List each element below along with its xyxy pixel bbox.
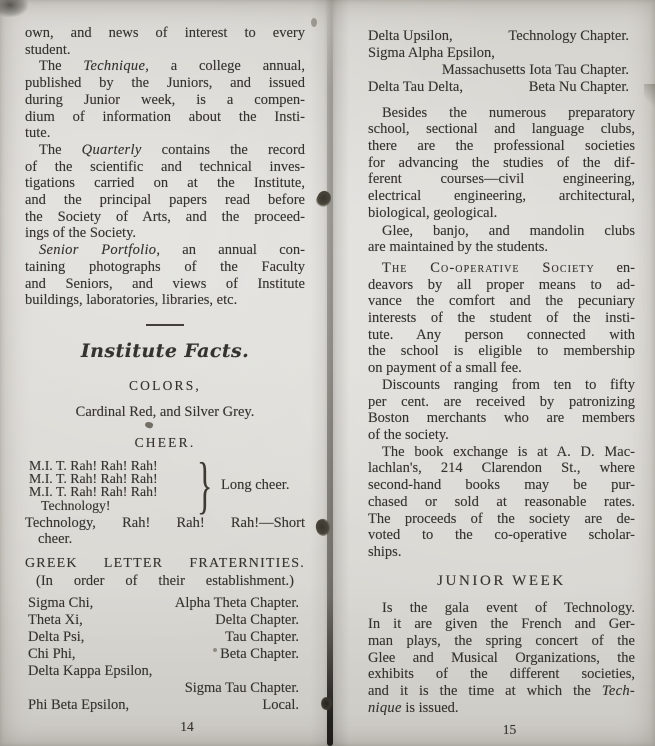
- text-line: own, and news of interest to every: [25, 25, 305, 41]
- cheer-line: M.I. T. Rah! Rah! Rah!: [29, 457, 158, 473]
- para: [25, 58, 305, 142]
- text-line: tigations carried on at the Institute,: [25, 175, 305, 192]
- list-row: [28, 680, 305, 697]
- caps-heading: CHEER.: [134, 434, 196, 450]
- list-row: [28, 595, 305, 612]
- text-line: and it is the time at which the Tech-: [368, 683, 635, 700]
- text-line: are maintained by the students.: [368, 239, 548, 256]
- text-line: of the society.: [368, 426, 449, 443]
- fraternity-name: Sigma Alpha Epsilon,: [368, 44, 495, 61]
- text-line: Technology, Rah! Rah! Rah!—Short: [25, 514, 305, 531]
- right-page-content: [368, 28, 635, 717]
- text-line: on payment of a small fee.: [368, 360, 522, 377]
- chapter-name: Alpha Theta Chapter.: [174, 595, 299, 612]
- binding-mark: [321, 697, 332, 710]
- cheer-line: Technology!: [41, 497, 111, 513]
- chapter-name: Beta Chapter.: [220, 645, 299, 662]
- para: [368, 377, 635, 444]
- text-line: ships.: [368, 543, 402, 560]
- page-number-left: 14: [180, 718, 194, 734]
- text-line: during Junior week, is a compen-: [25, 91, 305, 108]
- fraternity-name: Delta Upsilon,: [368, 28, 453, 44]
- chapter-name: Tau Chapter.: [225, 628, 299, 645]
- text-line: man plays, the spring concert of the: [368, 633, 635, 650]
- text-line: second-hand books may be pur-: [368, 477, 635, 494]
- text-line: Besides the numerous preparatory: [382, 104, 635, 121]
- fraternity-name: Phi Beta Epsilon,: [28, 696, 130, 713]
- section-divider: [146, 324, 184, 326]
- text-line: buildings, laboratories, libraries, etc.: [25, 292, 238, 309]
- para: [25, 25, 305, 58]
- text-line: chased or sold at reasonable rates.: [368, 493, 635, 510]
- text-line: biological, geological.: [368, 204, 498, 221]
- para: [368, 444, 635, 561]
- text-line: for advancing the studies of the dif-: [368, 154, 635, 171]
- text-line: ings of the Society.: [25, 225, 137, 242]
- text-line: of the scientific and technical inves-: [25, 158, 305, 175]
- text-line: The Quarterly contains the record: [39, 141, 305, 158]
- text-line: and Seniors, and views of Institute: [25, 275, 305, 292]
- script-heading: Institute Facts.: [80, 339, 250, 362]
- text-line: cheer.: [38, 531, 73, 548]
- text-line: tute.: [25, 125, 51, 142]
- text-line: exhibits of the different societies,: [368, 666, 635, 683]
- spread-line: (In order of their establishment.): [36, 573, 294, 590]
- cheer-label: Long cheer.: [221, 477, 290, 493]
- para: [368, 260, 635, 377]
- chapter-name: Sigma Tau Chapter.: [184, 679, 299, 696]
- text-line: Glee and Musical Organizations, the: [368, 649, 635, 666]
- caps-heading: JUNIOR WEEK: [437, 572, 566, 589]
- fraternity-name: Delta Tau Delta,: [368, 78, 463, 95]
- para: [368, 223, 635, 256]
- text-line: The Co-operative Society en-: [382, 259, 635, 276]
- fraternity-name: Delta Kappa Epsilon,: [28, 662, 153, 679]
- text-line: Glee, banjo, and mandolin clubs: [382, 222, 635, 239]
- text-line: Senior Portfolio, an annual con-: [39, 242, 305, 259]
- text-line: The book exchange is at A. D. Mac-: [382, 443, 635, 460]
- text-line: lachlan's, 214 Clarendon St., where: [368, 460, 635, 477]
- chapter-name: Local.: [262, 696, 299, 713]
- para: [25, 142, 305, 242]
- fraternity-name: Chi Phi,: [28, 645, 76, 662]
- list-row: [368, 28, 635, 45]
- text-line: interests of the student of the insti-: [368, 310, 635, 327]
- fraternity-name: Sigma Chi,: [28, 595, 94, 612]
- cheer-line: M.I. T. Rah! Rah! Rah!: [29, 471, 158, 487]
- text-line: Boston merchants who are members: [368, 410, 635, 427]
- left-page-content: [25, 25, 305, 714]
- caps-left: GREEK LETTER FRATERNITIES.: [25, 556, 305, 572]
- text-line: the school is eligible to membership: [368, 343, 635, 360]
- center-line: Cardinal Red, and Silver Grey.: [75, 403, 255, 420]
- text-line: published by the Juniors, and issued: [25, 75, 305, 92]
- text-line: taining photographs of the Faculty: [25, 258, 305, 275]
- chapter-name: Delta Chapter.: [215, 612, 299, 629]
- chapter-name: Technology Chapter.: [508, 28, 629, 44]
- hang-para: [25, 515, 305, 548]
- text-line: ferent courses—civil engineering,: [368, 171, 635, 188]
- pairs: [368, 28, 635, 96]
- text-line: per cent. are received by patronizing: [368, 393, 635, 410]
- para: [25, 242, 305, 309]
- list-row: [28, 629, 305, 646]
- text-line: The Technique, a college annual,: [39, 58, 306, 75]
- left-page: [0, 0, 322, 746]
- list-row: [368, 79, 635, 96]
- text-line: nique is issued.: [368, 699, 459, 716]
- pairs: [25, 595, 305, 713]
- fraternity-name: Delta Psi,: [28, 628, 85, 645]
- list-row: [28, 646, 305, 663]
- list-row: [28, 612, 305, 629]
- para: [368, 105, 635, 222]
- text-line: dium of information about the Insti-: [25, 108, 305, 125]
- list-row: [28, 663, 305, 680]
- text-line: voted to the co-operative scholar-: [368, 527, 635, 544]
- chapter-name: Beta Nu Chapter.: [528, 78, 629, 95]
- text-line: The proceeds of the society are de-: [368, 510, 635, 527]
- text-line: electrical engineering, architectural,: [368, 188, 635, 205]
- page-number-right: 15: [502, 721, 517, 737]
- text-line: vance the comfort and the pecuniary: [368, 293, 635, 310]
- binding-crease: [327, 0, 333, 746]
- fraternity-name: Theta Xi,: [28, 612, 83, 629]
- caps-heading: COLORS,: [128, 377, 202, 393]
- text-line: the Society of Arts, and the proceed-: [25, 208, 305, 225]
- brace-glyph: }: [197, 449, 213, 521]
- chapter-name: Massachusetts Iota Tau Chapter.: [441, 61, 629, 78]
- text-line: Discounts ranging from ten to fifty: [382, 376, 635, 393]
- text-line: deavors by all proper means to ad-: [368, 276, 635, 293]
- cheer-line: M.I. T. Rah! Rah! Rah!: [29, 484, 158, 500]
- text-line: student.: [25, 41, 71, 58]
- text-line: and the principal papers read before: [25, 192, 305, 209]
- list-row: [368, 62, 635, 79]
- text-line: In it are given the French and Ger-: [368, 616, 635, 633]
- cheer-lines: [29, 459, 195, 512]
- text-line: there are the professional societies: [368, 138, 635, 155]
- text-line: tute. Any person connected with: [368, 326, 635, 343]
- text-line: Is the gala event of Technology.: [382, 599, 635, 616]
- text-line: school, sectional and language clubs,: [368, 121, 635, 138]
- right-page: [340, 0, 655, 746]
- list-row: [28, 697, 305, 714]
- cheer: [25, 449, 305, 521]
- list-row: [368, 45, 635, 62]
- para: [368, 600, 635, 717]
